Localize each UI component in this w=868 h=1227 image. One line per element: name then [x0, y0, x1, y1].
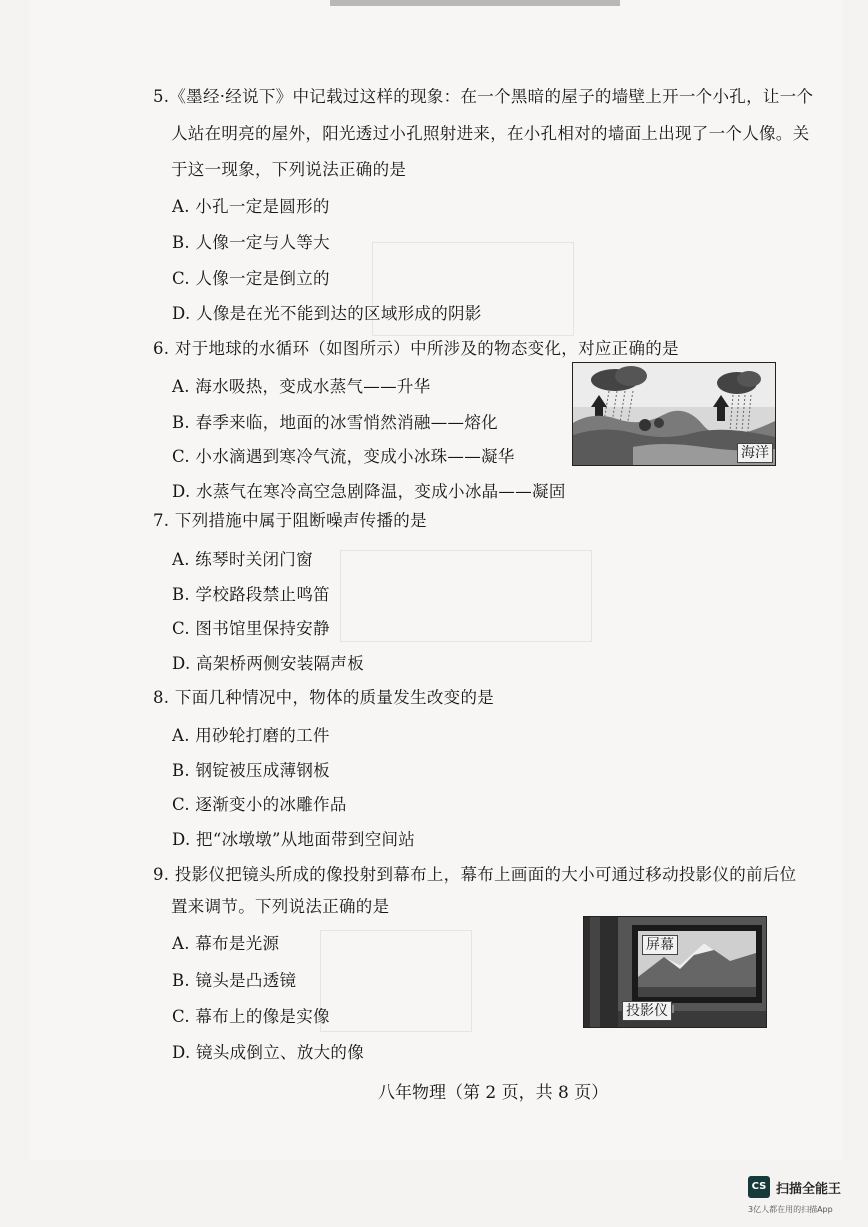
bleed-through-box	[340, 550, 592, 642]
ocean-label: 海洋	[737, 443, 773, 463]
q5-option-d: D. 人像是在光不能到达的区域形成的阴影	[172, 304, 482, 323]
q7-option-a: A. 练琴时关闭门窗	[172, 550, 313, 569]
bleed-through-box	[320, 930, 472, 1032]
q8-option-d: D. 把“冰墩墩”从地面带到空间站	[172, 830, 416, 849]
q5-option-b: B. 人像一定与人等大	[172, 233, 330, 252]
q5-option-a: A. 小孔一定是圆形的	[172, 197, 330, 216]
q8-option-c: C. 逐渐变小的冰雕作品	[172, 795, 347, 814]
q6-option-b: B. 春季来临，地面的冰雪悄然消融——熔化	[172, 413, 498, 432]
water-cycle-figure	[572, 362, 776, 466]
q8-option-b: B. 钢锭被压成薄钢板	[172, 761, 330, 780]
scan-top-mark	[330, 0, 620, 6]
q6-option-d: D. 水蒸气在寒冷高空急剧降温，变成小冰晶——凝固	[172, 482, 566, 501]
q5-stem-line-2: 人站在明亮的屋外，阳光透过小孔照射进来，在小孔相对的墙面上出现了一个人像。关	[171, 124, 810, 143]
projector-label: 投影仪	[622, 1001, 672, 1021]
q9-option-d: D. 镜头成倒立、放大的像	[172, 1043, 365, 1062]
q6-option-a: A. 海水吸热，变成水蒸气——升华	[172, 377, 431, 396]
q5-stem-line-3: 于这一现象，下列说法正确的是	[171, 160, 407, 179]
q9-option-b: B. 镜头是凸透镜	[172, 971, 297, 990]
q9-option-a: A. 幕布是光源	[172, 934, 280, 953]
q9-option-c: C. 幕布上的像是实像	[172, 1007, 330, 1026]
projector-illustration	[584, 917, 766, 1027]
camscanner-name: 扫描全能王	[776, 1182, 842, 1197]
q8-stem-line-1: 8. 下面几种情况中，物体的质量发生改变的是	[153, 688, 495, 707]
q7-stem-line-1: 7. 下列措施中属于阻断噪声传播的是	[153, 511, 427, 530]
q8-option-a: A. 用砂轮打磨的工件	[172, 726, 330, 745]
q6-stem-line-1: 6. 对于地球的水循环（如图所示）中所涉及的物态变化，对应正确的是	[153, 339, 679, 358]
projector-figure	[583, 916, 767, 1028]
screen-label: 屏幕	[642, 935, 678, 955]
q7-option-b: B. 学校路段禁止鸣笛	[172, 585, 330, 604]
q5-option-c: C. 人像一定是倒立的	[172, 269, 330, 288]
q7-option-c: C. 图书馆里保持安静	[172, 619, 330, 638]
q9-stem-line-1: 9. 投影仪把镜头所成的像投射到幕布上，幕布上画面的大小可通过移动投影仪的前后位	[153, 865, 797, 884]
q9-stem-line-2: 置来调节。下列说法正确的是	[171, 897, 390, 916]
q7-option-d: D. 高架桥两侧安装隔声板	[172, 654, 365, 673]
camscanner-tagline: 3亿人都在用的扫描App	[748, 1205, 833, 1214]
camscanner-logo-icon: CS	[748, 1176, 770, 1198]
page-footer: 八年物理（第 2 页，共 8 页）	[378, 1083, 609, 1103]
q6-option-c: C. 小水滴遇到寒冷气流，变成小冰珠——凝华	[172, 447, 515, 466]
q5-stem-line-1: 5.《墨经·经说下》中记载过这样的现象：在一个黑暗的屋子的墙壁上开一个小孔，让一个	[153, 87, 814, 106]
